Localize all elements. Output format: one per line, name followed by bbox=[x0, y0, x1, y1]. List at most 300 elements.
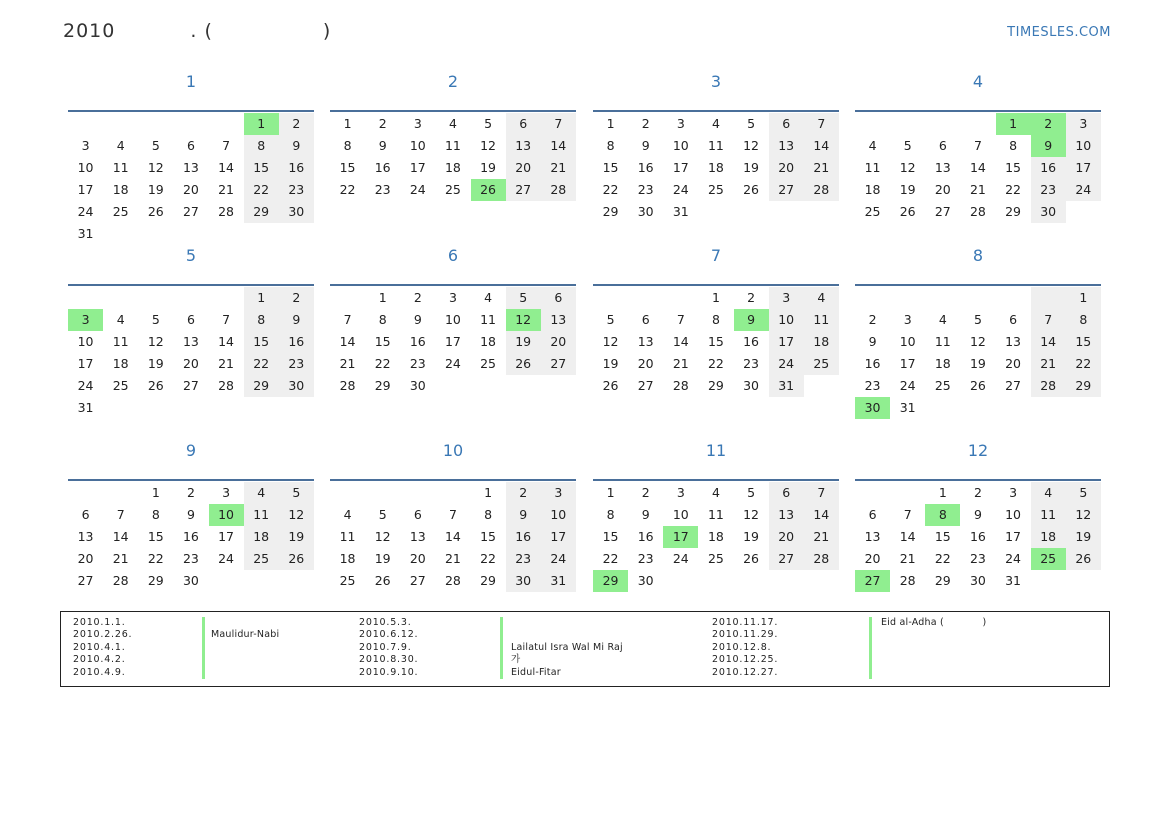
day-cell[interactable]: 14 bbox=[804, 135, 839, 157]
day-cell[interactable]: 15 bbox=[480, 529, 497, 544]
day-cell[interactable]: 3 bbox=[81, 138, 90, 153]
day-cell[interactable]: 16 bbox=[279, 157, 314, 179]
day-cell[interactable]: 12 bbox=[1066, 504, 1101, 526]
day-cell[interactable]: 4 bbox=[938, 312, 947, 327]
day-cell[interactable]: 4 bbox=[804, 287, 839, 309]
day-cell[interactable]: 7 bbox=[804, 482, 839, 504]
day-cell[interactable]: 27 bbox=[506, 179, 541, 201]
day-cell[interactable]: 10 bbox=[672, 138, 689, 153]
day-cell[interactable]: 27 bbox=[77, 573, 94, 588]
day-cell[interactable]: 31 bbox=[672, 204, 689, 219]
day-cell[interactable]: 29 bbox=[374, 378, 391, 393]
day-cell[interactable]: 18 bbox=[934, 356, 951, 371]
day-cell[interactable]: 14 bbox=[899, 529, 916, 544]
day-cell[interactable]: 11 bbox=[934, 334, 951, 349]
day-cell[interactable]: 14 bbox=[969, 160, 986, 175]
day-cell[interactable]: 30 bbox=[637, 204, 654, 219]
day-cell[interactable]: 22 bbox=[339, 182, 356, 197]
day-cell[interactable]: 25 bbox=[934, 378, 951, 393]
day-cell[interactable]: 7 bbox=[903, 507, 912, 522]
day-cell[interactable]: 31 bbox=[769, 375, 804, 397]
day-cell[interactable]: 15 bbox=[339, 160, 356, 175]
day-cell[interactable]: 9 bbox=[868, 334, 877, 349]
day-cell[interactable]: 5 bbox=[484, 116, 493, 131]
day-cell[interactable]: 19 bbox=[1066, 526, 1101, 548]
day-cell[interactable]: 3 bbox=[676, 485, 685, 500]
day-cell[interactable]: 17 bbox=[769, 331, 804, 353]
day-cell[interactable]: 7 bbox=[676, 312, 685, 327]
day-cell[interactable]: 15 bbox=[244, 331, 279, 353]
day-cell[interactable]: 10 bbox=[899, 334, 916, 349]
day-cell[interactable]: 25 bbox=[112, 204, 129, 219]
day-cell[interactable]: 23 bbox=[374, 182, 391, 197]
day-cell[interactable]: 29 bbox=[707, 378, 724, 393]
day-cell[interactable]: 17 bbox=[663, 526, 698, 548]
day-cell[interactable]: 17 bbox=[672, 160, 689, 175]
day-cell[interactable]: 30 bbox=[279, 375, 314, 397]
day-cell[interactable]: 11 bbox=[444, 138, 461, 153]
day-cell[interactable]: 4 bbox=[116, 138, 125, 153]
day-cell[interactable]: 7 bbox=[1031, 309, 1066, 331]
day-cell[interactable]: 24 bbox=[409, 182, 426, 197]
day-cell[interactable]: 5 bbox=[378, 507, 387, 522]
day-cell[interactable]: 16 bbox=[1031, 157, 1066, 179]
day-cell[interactable]: 24 bbox=[1005, 551, 1022, 566]
day-cell[interactable]: 9 bbox=[734, 309, 769, 331]
day-cell[interactable]: 15 bbox=[934, 529, 951, 544]
day-cell[interactable]: 25 bbox=[244, 548, 279, 570]
day-cell[interactable]: 16 bbox=[506, 526, 541, 548]
day-cell[interactable]: 28 bbox=[899, 573, 916, 588]
day-cell[interactable]: 30 bbox=[1031, 201, 1066, 223]
day-cell[interactable]: 25 bbox=[339, 573, 356, 588]
day-cell[interactable]: 13 bbox=[77, 529, 94, 544]
day-cell[interactable]: 3 bbox=[676, 116, 685, 131]
day-cell[interactable]: 16 bbox=[409, 334, 426, 349]
day-cell[interactable]: 15 bbox=[244, 157, 279, 179]
day-cell[interactable]: 29 bbox=[480, 573, 497, 588]
day-cell[interactable]: 18 bbox=[444, 160, 461, 175]
day-cell[interactable]: 1 bbox=[151, 485, 160, 500]
day-cell[interactable]: 13 bbox=[637, 334, 654, 349]
day-cell[interactable]: 8 bbox=[1009, 138, 1018, 153]
day-cell[interactable]: 13 bbox=[182, 334, 199, 349]
day-cell[interactable]: 5 bbox=[973, 312, 982, 327]
day-cell[interactable]: 16 bbox=[637, 160, 654, 175]
day-cell[interactable]: 22 bbox=[1005, 182, 1022, 197]
day-cell[interactable]: 11 bbox=[707, 507, 724, 522]
day-cell[interactable]: 8 bbox=[1066, 309, 1101, 331]
day-cell[interactable]: 30 bbox=[279, 201, 314, 223]
site-link[interactable]: TIMESLES.COM bbox=[1007, 25, 1111, 40]
day-cell[interactable]: 11 bbox=[707, 138, 724, 153]
day-cell[interactable]: 25 bbox=[1031, 548, 1066, 570]
day-cell[interactable]: 19 bbox=[480, 160, 497, 175]
day-cell[interactable]: 18 bbox=[112, 356, 129, 371]
day-cell[interactable]: 23 bbox=[637, 551, 654, 566]
day-cell[interactable]: 9 bbox=[641, 138, 650, 153]
day-cell[interactable]: 27 bbox=[769, 548, 804, 570]
day-cell[interactable]: 11 bbox=[864, 160, 881, 175]
day-cell[interactable]: 22 bbox=[707, 356, 724, 371]
day-cell[interactable]: 25 bbox=[864, 204, 881, 219]
day-cell[interactable]: 18 bbox=[707, 160, 724, 175]
day-cell[interactable]: 14 bbox=[1031, 331, 1066, 353]
day-cell[interactable]: 20 bbox=[769, 157, 804, 179]
day-cell[interactable]: 14 bbox=[672, 334, 689, 349]
day-cell[interactable]: 28 bbox=[218, 204, 235, 219]
day-cell[interactable]: 21 bbox=[804, 526, 839, 548]
day-cell[interactable]: 8 bbox=[151, 507, 160, 522]
day-cell[interactable]: 13 bbox=[769, 135, 804, 157]
day-cell[interactable]: 27 bbox=[855, 570, 890, 592]
day-cell[interactable]: 26 bbox=[969, 378, 986, 393]
day-cell[interactable]: 28 bbox=[969, 204, 986, 219]
day-cell[interactable]: 1 bbox=[244, 113, 279, 135]
day-cell[interactable]: 27 bbox=[1005, 378, 1022, 393]
day-cell[interactable]: 4 bbox=[711, 116, 720, 131]
day-cell[interactable]: 14 bbox=[804, 504, 839, 526]
day-cell[interactable]: 10 bbox=[1005, 507, 1022, 522]
day-cell[interactable]: 19 bbox=[899, 182, 916, 197]
day-cell[interactable]: 18 bbox=[480, 334, 497, 349]
day-cell[interactable]: 20 bbox=[182, 356, 199, 371]
day-cell[interactable]: 20 bbox=[934, 182, 951, 197]
day-cell[interactable]: 30 bbox=[969, 573, 986, 588]
day-cell[interactable]: 1 bbox=[484, 485, 493, 500]
day-cell[interactable]: 27 bbox=[637, 378, 654, 393]
day-cell[interactable]: 22 bbox=[602, 551, 619, 566]
day-cell[interactable]: 12 bbox=[602, 334, 619, 349]
day-cell[interactable]: 28 bbox=[541, 179, 576, 201]
day-cell[interactable]: 5 bbox=[747, 485, 756, 500]
day-cell[interactable]: 26 bbox=[743, 182, 760, 197]
day-cell[interactable]: 19 bbox=[279, 526, 314, 548]
day-cell[interactable]: 1 bbox=[938, 485, 947, 500]
day-cell[interactable]: 10 bbox=[409, 138, 426, 153]
day-cell[interactable]: 3 bbox=[222, 485, 231, 500]
day-cell[interactable]: 21 bbox=[672, 356, 689, 371]
day-cell[interactable]: 16 bbox=[637, 529, 654, 544]
day-cell[interactable]: 10 bbox=[77, 160, 94, 175]
day-cell[interactable]: 23 bbox=[864, 378, 881, 393]
day-cell[interactable]: 2 bbox=[641, 116, 650, 131]
day-cell[interactable]: 29 bbox=[1005, 204, 1022, 219]
day-cell[interactable]: 9 bbox=[1031, 135, 1066, 157]
day-cell[interactable]: 7 bbox=[222, 138, 231, 153]
day-cell[interactable]: 4 bbox=[244, 482, 279, 504]
day-cell[interactable]: 22 bbox=[480, 551, 497, 566]
day-cell[interactable]: 10 bbox=[541, 504, 576, 526]
day-cell[interactable]: 18 bbox=[804, 331, 839, 353]
day-cell[interactable]: 18 bbox=[244, 526, 279, 548]
day-cell[interactable]: 8 bbox=[606, 138, 615, 153]
day-cell[interactable]: 20 bbox=[506, 157, 541, 179]
day-cell[interactable]: 5 bbox=[151, 138, 160, 153]
day-cell[interactable]: 31 bbox=[77, 400, 94, 415]
day-cell[interactable]: 5 bbox=[1066, 482, 1101, 504]
day-cell[interactable]: 4 bbox=[343, 507, 352, 522]
day-cell[interactable]: 27 bbox=[182, 378, 199, 393]
day-cell[interactable]: 13 bbox=[864, 529, 881, 544]
day-cell[interactable]: 15 bbox=[602, 160, 619, 175]
day-cell[interactable]: 12 bbox=[147, 334, 164, 349]
day-cell[interactable]: 7 bbox=[541, 113, 576, 135]
day-cell[interactable]: 11 bbox=[804, 309, 839, 331]
day-cell[interactable]: 13 bbox=[934, 160, 951, 175]
day-cell[interactable]: 2 bbox=[279, 287, 314, 309]
day-cell[interactable]: 2 bbox=[747, 290, 756, 305]
day-cell[interactable]: 3 bbox=[448, 290, 457, 305]
day-cell[interactable]: 18 bbox=[339, 551, 356, 566]
day-cell[interactable]: 19 bbox=[147, 182, 164, 197]
day-cell[interactable]: 12 bbox=[743, 138, 760, 153]
day-cell[interactable]: 8 bbox=[925, 504, 960, 526]
day-cell[interactable]: 16 bbox=[374, 160, 391, 175]
day-cell[interactable]: 6 bbox=[769, 113, 804, 135]
day-cell[interactable]: 7 bbox=[448, 507, 457, 522]
day-cell[interactable]: 3 bbox=[769, 287, 804, 309]
day-cell[interactable]: 26 bbox=[471, 179, 506, 201]
day-cell[interactable]: 20 bbox=[541, 331, 576, 353]
day-cell[interactable]: 20 bbox=[182, 182, 199, 197]
day-cell[interactable]: 28 bbox=[804, 179, 839, 201]
day-cell[interactable]: 23 bbox=[637, 182, 654, 197]
day-cell[interactable]: 9 bbox=[506, 504, 541, 526]
day-cell[interactable]: 11 bbox=[339, 529, 356, 544]
day-cell[interactable]: 1 bbox=[711, 290, 720, 305]
day-cell[interactable]: 19 bbox=[506, 331, 541, 353]
day-cell[interactable]: 8 bbox=[606, 507, 615, 522]
day-cell[interactable]: 20 bbox=[864, 551, 881, 566]
day-cell[interactable]: 3 bbox=[903, 312, 912, 327]
day-cell[interactable]: 6 bbox=[1009, 312, 1018, 327]
day-cell[interactable]: 26 bbox=[1066, 548, 1101, 570]
day-cell[interactable]: 12 bbox=[374, 529, 391, 544]
day-cell[interactable]: 8 bbox=[378, 312, 387, 327]
day-cell[interactable]: 26 bbox=[374, 573, 391, 588]
day-cell[interactable]: 29 bbox=[244, 375, 279, 397]
day-cell[interactable]: 26 bbox=[147, 378, 164, 393]
day-cell[interactable]: 16 bbox=[182, 529, 199, 544]
day-cell[interactable]: 29 bbox=[244, 201, 279, 223]
day-cell[interactable]: 20 bbox=[637, 356, 654, 371]
day-cell[interactable]: 1 bbox=[1066, 287, 1101, 309]
day-cell[interactable]: 29 bbox=[602, 204, 619, 219]
day-cell[interactable]: 24 bbox=[769, 353, 804, 375]
day-cell[interactable]: 21 bbox=[899, 551, 916, 566]
day-cell[interactable]: 6 bbox=[81, 507, 90, 522]
day-cell[interactable]: 3 bbox=[68, 309, 103, 331]
day-cell[interactable]: 9 bbox=[641, 507, 650, 522]
day-cell[interactable]: 25 bbox=[480, 356, 497, 371]
day-cell[interactable]: 8 bbox=[244, 309, 279, 331]
day-cell[interactable]: 9 bbox=[973, 507, 982, 522]
day-cell[interactable]: 8 bbox=[711, 312, 720, 327]
day-cell[interactable]: 29 bbox=[934, 573, 951, 588]
day-cell[interactable]: 26 bbox=[743, 551, 760, 566]
day-cell[interactable]: 27 bbox=[934, 204, 951, 219]
day-cell[interactable]: 9 bbox=[413, 312, 422, 327]
day-cell[interactable]: 21 bbox=[339, 356, 356, 371]
day-cell[interactable]: 6 bbox=[186, 138, 195, 153]
day-cell[interactable]: 17 bbox=[899, 356, 916, 371]
day-cell[interactable]: 15 bbox=[1066, 331, 1101, 353]
day-cell[interactable]: 21 bbox=[112, 551, 129, 566]
day-cell[interactable]: 11 bbox=[112, 334, 129, 349]
day-cell[interactable]: 9 bbox=[279, 309, 314, 331]
day-cell[interactable]: 2 bbox=[641, 485, 650, 500]
day-cell[interactable]: 17 bbox=[444, 334, 461, 349]
day-cell[interactable]: 3 bbox=[541, 482, 576, 504]
day-cell[interactable]: 23 bbox=[743, 356, 760, 371]
day-cell[interactable]: 20 bbox=[77, 551, 94, 566]
day-cell[interactable]: 5 bbox=[151, 312, 160, 327]
day-cell[interactable]: 1 bbox=[996, 113, 1031, 135]
day-cell[interactable]: 22 bbox=[244, 353, 279, 375]
day-cell[interactable]: 26 bbox=[506, 353, 541, 375]
day-cell[interactable]: 21 bbox=[218, 356, 235, 371]
day-cell[interactable]: 16 bbox=[743, 334, 760, 349]
day-cell[interactable]: 11 bbox=[244, 504, 279, 526]
day-cell[interactable]: 6 bbox=[868, 507, 877, 522]
day-cell[interactable]: 2 bbox=[186, 485, 195, 500]
day-cell[interactable]: 20 bbox=[769, 526, 804, 548]
day-cell[interactable]: 21 bbox=[1031, 353, 1066, 375]
day-cell[interactable]: 10 bbox=[1066, 135, 1101, 157]
day-cell[interactable]: 24 bbox=[218, 551, 235, 566]
day-cell[interactable]: 21 bbox=[804, 157, 839, 179]
day-cell[interactable]: 21 bbox=[969, 182, 986, 197]
day-cell[interactable]: 16 bbox=[864, 356, 881, 371]
day-cell[interactable]: 3 bbox=[1009, 485, 1018, 500]
day-cell[interactable]: 23 bbox=[182, 551, 199, 566]
day-cell[interactable]: 22 bbox=[934, 551, 951, 566]
day-cell[interactable]: 16 bbox=[279, 331, 314, 353]
day-cell[interactable]: 19 bbox=[374, 551, 391, 566]
day-cell[interactable]: 19 bbox=[602, 356, 619, 371]
day-cell[interactable]: 12 bbox=[147, 160, 164, 175]
day-cell[interactable]: 26 bbox=[279, 548, 314, 570]
day-cell[interactable]: 3 bbox=[1066, 113, 1101, 135]
day-cell[interactable]: 7 bbox=[343, 312, 352, 327]
day-cell[interactable]: 14 bbox=[541, 135, 576, 157]
day-cell[interactable]: 15 bbox=[602, 529, 619, 544]
day-cell[interactable]: 24 bbox=[899, 378, 916, 393]
day-cell[interactable]: 12 bbox=[480, 138, 497, 153]
day-cell[interactable]: 6 bbox=[938, 138, 947, 153]
day-cell[interactable]: 2 bbox=[506, 482, 541, 504]
day-cell[interactable]: 25 bbox=[707, 551, 724, 566]
day-cell[interactable]: 24 bbox=[444, 356, 461, 371]
day-cell[interactable]: 22 bbox=[147, 551, 164, 566]
day-cell[interactable]: 10 bbox=[77, 334, 94, 349]
day-cell[interactable]: 12 bbox=[969, 334, 986, 349]
day-cell[interactable]: 9 bbox=[186, 507, 195, 522]
day-cell[interactable]: 8 bbox=[244, 135, 279, 157]
day-cell[interactable]: 28 bbox=[672, 378, 689, 393]
day-cell[interactable]: 19 bbox=[969, 356, 986, 371]
day-cell[interactable]: 28 bbox=[804, 548, 839, 570]
day-cell[interactable]: 8 bbox=[484, 507, 493, 522]
day-cell[interactable]: 23 bbox=[506, 548, 541, 570]
day-cell[interactable]: 13 bbox=[182, 160, 199, 175]
day-cell[interactable]: 8 bbox=[343, 138, 352, 153]
day-cell[interactable]: 6 bbox=[541, 287, 576, 309]
day-cell[interactable]: 1 bbox=[244, 287, 279, 309]
day-cell[interactable]: 25 bbox=[112, 378, 129, 393]
day-cell[interactable]: 7 bbox=[973, 138, 982, 153]
day-cell[interactable]: 18 bbox=[1031, 526, 1066, 548]
day-cell[interactable]: 5 bbox=[606, 312, 615, 327]
day-cell[interactable]: 6 bbox=[186, 312, 195, 327]
day-cell[interactable]: 17 bbox=[541, 526, 576, 548]
day-cell[interactable]: 19 bbox=[743, 160, 760, 175]
day-cell[interactable]: 26 bbox=[899, 204, 916, 219]
day-cell[interactable]: 1 bbox=[606, 485, 615, 500]
day-cell[interactable]: 30 bbox=[637, 573, 654, 588]
day-cell[interactable]: 11 bbox=[1031, 504, 1066, 526]
day-cell[interactable]: 17 bbox=[77, 182, 94, 197]
day-cell[interactable]: 12 bbox=[506, 309, 541, 331]
day-cell[interactable]: 25 bbox=[707, 182, 724, 197]
day-cell[interactable]: 18 bbox=[112, 182, 129, 197]
day-cell[interactable]: 9 bbox=[378, 138, 387, 153]
day-cell[interactable]: 28 bbox=[1031, 375, 1066, 397]
day-cell[interactable]: 2 bbox=[279, 113, 314, 135]
day-cell[interactable]: 4 bbox=[484, 290, 493, 305]
day-cell[interactable]: 2 bbox=[378, 116, 387, 131]
day-cell[interactable]: 17 bbox=[409, 160, 426, 175]
day-cell[interactable]: 17 bbox=[1066, 157, 1101, 179]
day-cell[interactable]: 2 bbox=[413, 290, 422, 305]
day-cell[interactable]: 27 bbox=[541, 353, 576, 375]
day-cell[interactable]: 27 bbox=[182, 204, 199, 219]
day-cell[interactable]: 11 bbox=[112, 160, 129, 175]
day-cell[interactable]: 14 bbox=[339, 334, 356, 349]
day-cell[interactable]: 30 bbox=[506, 570, 541, 592]
day-cell[interactable]: 4 bbox=[868, 138, 877, 153]
day-cell[interactable]: 6 bbox=[413, 507, 422, 522]
day-cell[interactable]: 10 bbox=[672, 507, 689, 522]
day-cell[interactable]: 2 bbox=[973, 485, 982, 500]
day-cell[interactable]: 12 bbox=[743, 507, 760, 522]
day-cell[interactable]: 6 bbox=[641, 312, 650, 327]
day-cell[interactable]: 24 bbox=[1066, 179, 1101, 201]
day-cell[interactable]: 15 bbox=[707, 334, 724, 349]
day-cell[interactable]: 29 bbox=[593, 570, 628, 592]
day-cell[interactable]: 20 bbox=[409, 551, 426, 566]
day-cell[interactable]: 13 bbox=[541, 309, 576, 331]
day-cell[interactable]: 10 bbox=[769, 309, 804, 331]
day-cell[interactable]: 18 bbox=[707, 529, 724, 544]
day-cell[interactable]: 24 bbox=[77, 378, 94, 393]
day-cell[interactable]: 22 bbox=[374, 356, 391, 371]
day-cell[interactable]: 6 bbox=[769, 482, 804, 504]
day-cell[interactable]: 15 bbox=[1005, 160, 1022, 175]
day-cell[interactable]: 29 bbox=[147, 573, 164, 588]
day-cell[interactable]: 18 bbox=[864, 182, 881, 197]
day-cell[interactable]: 30 bbox=[743, 378, 760, 393]
day-cell[interactable]: 1 bbox=[378, 290, 387, 305]
day-cell[interactable]: 23 bbox=[1031, 179, 1066, 201]
day-cell[interactable]: 28 bbox=[218, 378, 235, 393]
day-cell[interactable]: 1 bbox=[606, 116, 615, 131]
day-cell[interactable]: 10 bbox=[209, 504, 244, 526]
day-cell[interactable]: 14 bbox=[218, 334, 235, 349]
day-cell[interactable]: 30 bbox=[182, 573, 199, 588]
day-cell[interactable]: 15 bbox=[374, 334, 391, 349]
